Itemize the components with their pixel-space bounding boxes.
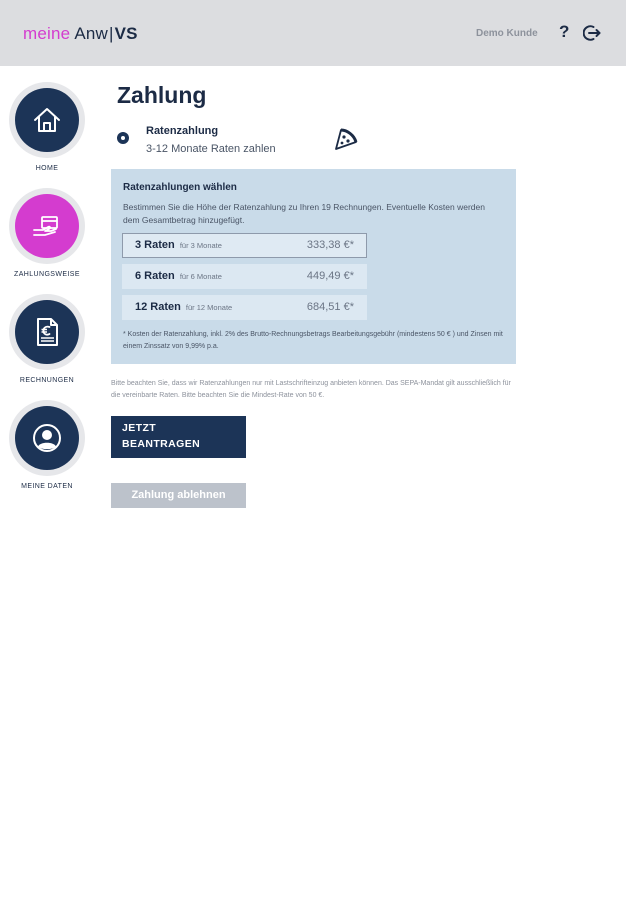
nav-inner-zahlungsweise [15,194,79,258]
question-mark-icon[interactable]: ? [559,22,570,41]
nav-circle-zahlungsweise [9,188,85,264]
rate-amount: 684,51 €* [306,301,354,313]
sepa-hint: Bitte beachten Sie, dass wir Ratenzahlungen nur mit Lastschrifteinzug anbieten können. Das SEPA-Mandat gilt ausschließlich für die vereinbarte Raten. Bitte beachten Sie die Mindest-Rate von 50 €. [111,380,511,399]
nav-inner-meine-daten [15,406,79,470]
logout-icon[interactable] [583,24,601,42]
rate-amount: 333,38 €* [306,239,354,251]
user-icon [31,422,63,454]
option-title[interactable]: Ratenzahlung [146,125,219,137]
sidebar-item-label: ZAHLUNGSWEISE [14,271,80,278]
rate-option-3[interactable] [122,233,367,258]
logo-anw: Anw [74,24,108,43]
sidebar-item-label: HOME [35,165,59,172]
radio-dot [121,136,125,140]
sidebar-item-home[interactable] [7,82,87,172]
apply-button-line1: JETZT [122,422,157,434]
sidebar-item-label: RECHNUNGEN [19,377,75,384]
logo-separator: | [108,24,114,43]
rate-count: 6 Raten [135,270,175,282]
apply-button[interactable] [111,416,246,458]
panel-description: Bestimmen Sie die Höhe der Ratenzahlung zu Ihren 19 Rechnungen. Eventuelle Kosten werden dem Gesamtbetrag hinzugefügt. [123,202,485,225]
rate-duration: für 12 Monate [185,303,233,312]
sidebar-item-meine-daten[interactable] [7,400,87,490]
rate-duration: für 6 Monate [179,272,222,281]
ratenzahlung-panel [111,169,516,364]
nav-inner-home [15,88,79,152]
logo-meine: meine [23,24,71,43]
sidebar-item-zahlungsweise[interactable] [7,188,87,278]
logo-vs: VS [114,24,138,43]
sidebar-item-label: MEINE DATEN [21,483,73,490]
apply-button-line2: BEANTRAGEN [122,438,201,450]
rate-option-6[interactable] [122,264,367,289]
euro-document-icon [31,316,63,348]
nav-circle-home [9,82,85,158]
nav-inner-rechnungen [15,300,79,364]
page-title: Zahlung [117,82,207,108]
pizza-slice-icon [333,126,359,152]
rate-duration: für 3 Monate [179,241,222,250]
cost-footnote: * Kosten der Ratenzahlung, inkl. 2% des Brutto-Rechnungsbetrags Bearbeitungsgebühr (mindestens 50 € ) und Zinsen mit einem Zinssatz von 9,99% p.a. [123,331,503,350]
rate-label-6 [135,270,222,282]
rate-option-12[interactable] [122,295,367,320]
nav-circle-meine-daten [9,400,85,476]
rate-amount: 449,49 €* [306,270,354,282]
rate-count: 3 Raten [135,239,175,251]
rate-label-3 [135,239,222,251]
app-logo[interactable] [23,24,138,44]
nav-circle-rechnungen [9,294,85,370]
rate-count: 12 Raten [135,301,181,313]
rate-label-12 [135,301,232,313]
house-icon [31,104,63,136]
user-name[interactable]: Demo Kunde [476,28,538,39]
hand-card-icon [31,210,63,242]
header-bar [0,0,626,66]
panel-title: Ratenzahlungen wählen [123,182,237,193]
option-subtitle: 3-12 Monate Raten zahlen [146,143,276,155]
ratenzahlung-radio[interactable] [117,132,129,144]
decline-button[interactable]: Zahlung ablehnen [111,483,246,508]
sidebar-item-rechnungen[interactable] [7,294,87,384]
